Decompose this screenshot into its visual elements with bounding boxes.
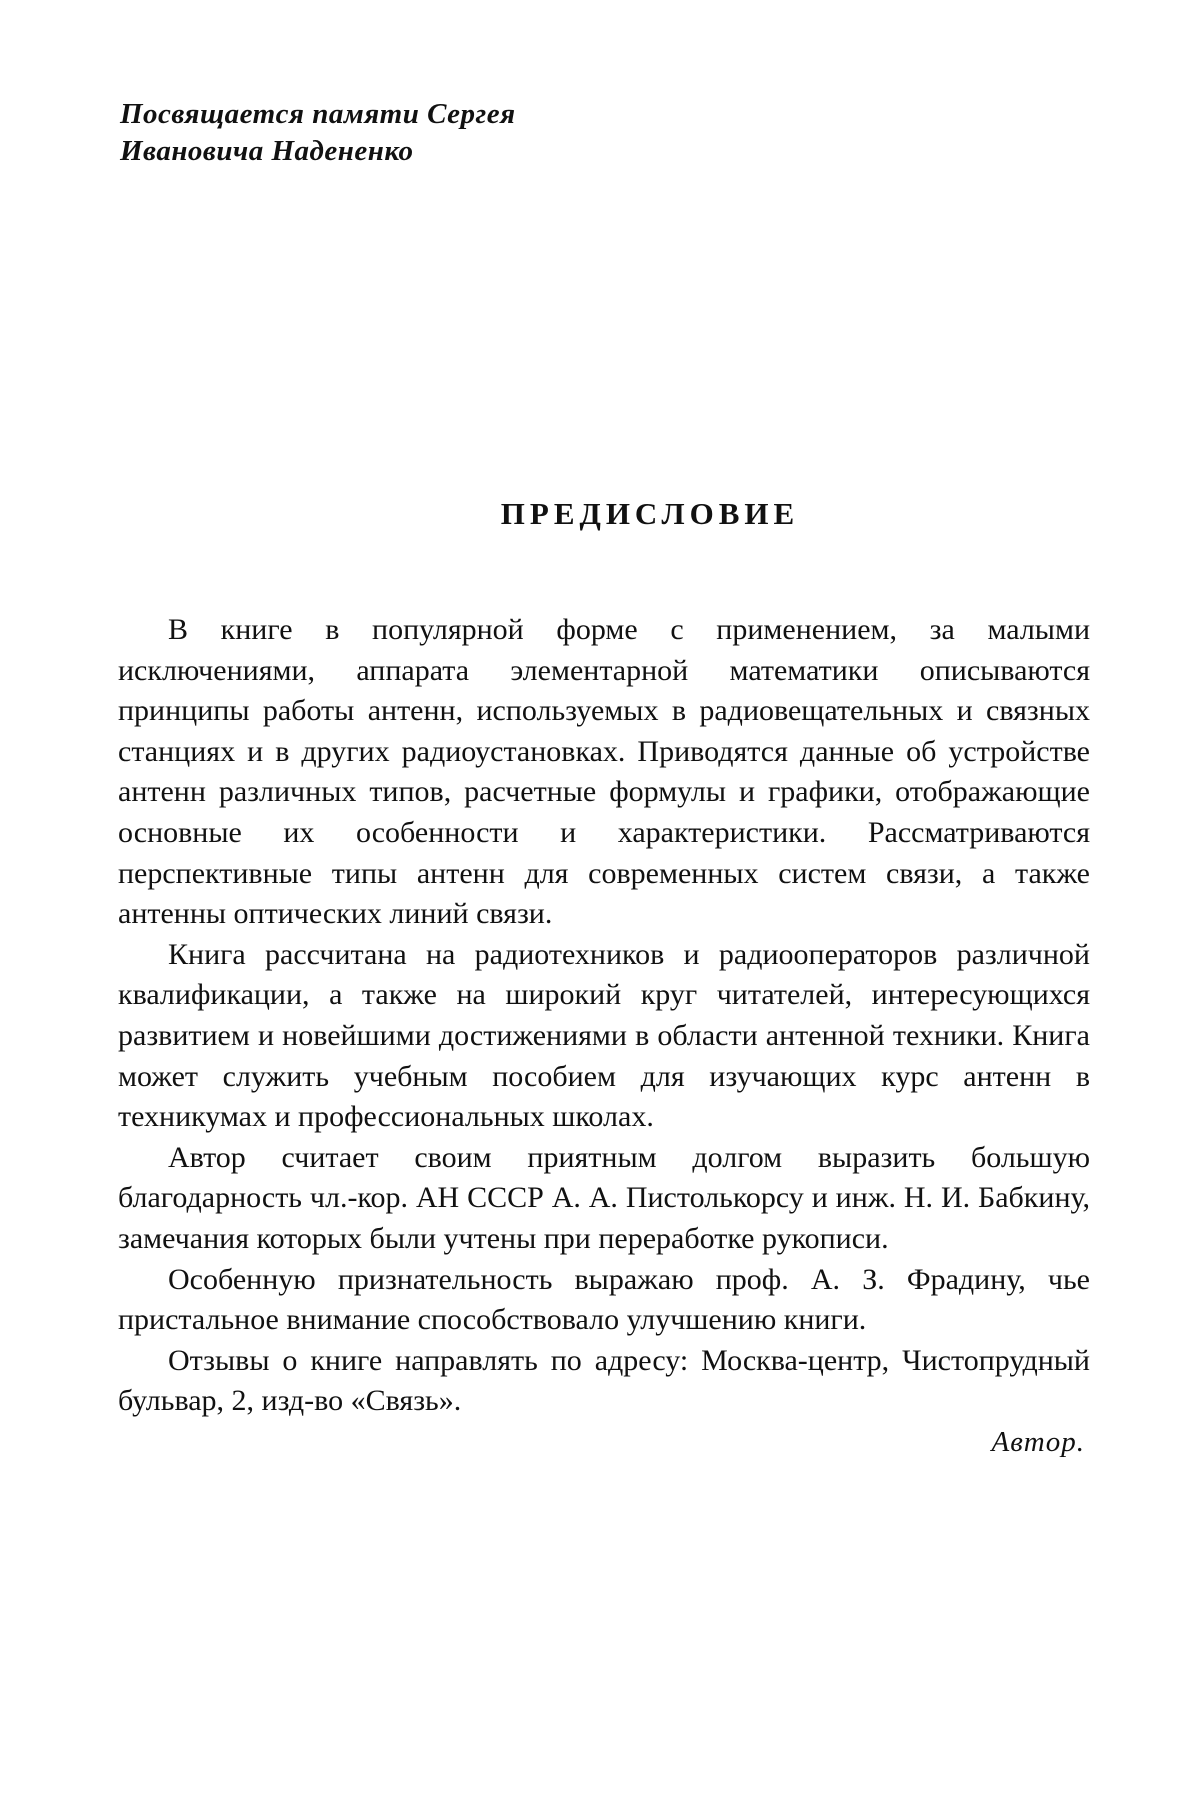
paragraph-4: Особенную признательность выражаю проф. А. З. Фрадину, чье пристальное внимание способствовало улучшению книги. xyxy=(118,1262,1090,1337)
dedication xyxy=(120,96,516,170)
dedication-line-1: Посвящается памяти Сергея xyxy=(120,98,516,130)
paragraph-3: Автор считает своим приятным долгом выразить большую благодарность чл.-кор. АН СССР А. А. Пистолькорсу и инж. Н. И. Бабкину, замечания которых были учтены при переработке рукописи. xyxy=(118,1140,1090,1255)
author-signature: Автор. xyxy=(991,1426,1085,1458)
paragraph-1: В книге в популярной форме с применением, за малыми исключениями, аппарата элементарной математики описываются принципы работы антенн, используемых в радиовещательных и связных станциях и в других радиоустановках. Приводятся данные об устройстве антенн различных типов, расчетные формулы и графики, отображающие основные их особенности и характеристики. Рассматриваются перспективные типы антенн для современных систем связи, а также антенны оптических линий связи. xyxy=(118,613,1090,931)
paragraph-5: Отзывы о книге направлять по адресу: Москва-центр, Чистопрудный бульвар, 2, изд-во «Связь». xyxy=(118,1343,1090,1418)
paragraph-2: Книга рассчитана на радиотехников и радиооператоров различной квалификации, а также на широкий круг читателей, интересующихся развитием и новейшими достижениями в области антенной техники. Книга может служить учебным пособием для изучающих курс антенн в техникумах и профессиональных школах. xyxy=(118,937,1090,1134)
page-title: ПРЕДИСЛОВИЕ xyxy=(500,496,800,531)
dedication-line-2: Ивановича Надененко xyxy=(120,135,414,167)
preface-body xyxy=(118,610,1090,1422)
